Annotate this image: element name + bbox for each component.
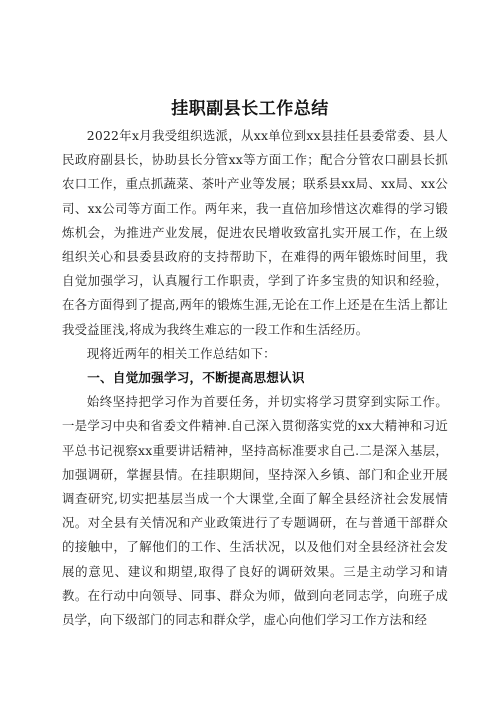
paragraph-study: 始终坚持把学习作为首要任务，并切实将学习贯穿到实际工作。一是学习中央和省委文件精神.自己深入贯彻落实党的xx大精神和习近平总书记视察xx重要讲话精神，坚持高标准要求自己.二是深入基层，加强调研，掌握县情。在挂职期间，坚持深入乡镇、部门和企业开展调查研究,切实把基层当成一个大课堂,全面了解全县经济社会发展情况。对全县有关情况和产业政策进行了专题调研，在与普通干部群众的接触中，了解他们的工作、生活状况，以及他们对全县经济社会发展的意见、建议和期望,取得了良好的调研效果。三是主动学习和请教。在行动中向领导、同事、群众为师，做到向老同志学，向班子成员学，向下级部门的同志和群众学，虚心向他们学习工作方法和经 <box>62 394 448 628</box>
document-title: 挂职副县长工作总结 <box>171 99 329 119</box>
document-body <box>62 124 448 632</box>
paragraph-intro: 2022年x月我受组织选派，从xx单位到xx县挂任县委常委、县人民政府副县长，协助县长分管xx等方面工作；配合分管农口副县长抓农口工作，重点抓蔬菜、茶叶产业等发展；联系县xx局、xx局、xx公司、xx公司等方面工作。两年来，我一直倍加珍惜这次难得的学习锻炼机会，为推进产业发展，促进农民增收致富扎实开展工作，在上级组织关心和县委县政府的支持帮助下，在难得的两年锻炼时间里，我自觉加强学习，认真履行工作职责，学到了许多宝贵的知识和经验，在各方面得到了提高,两年的锻炼生涯,无论在工作上还是在生活上都让我受益匪浅,将成为我终生难忘的一段工作和生活经历。 <box>62 128 448 337</box>
section-heading-1: 一、自觉加强学习，不断提高思想认识 <box>87 370 305 386</box>
paragraph-summary-lead: 现将近两年的相关工作总结如下： <box>86 345 276 361</box>
